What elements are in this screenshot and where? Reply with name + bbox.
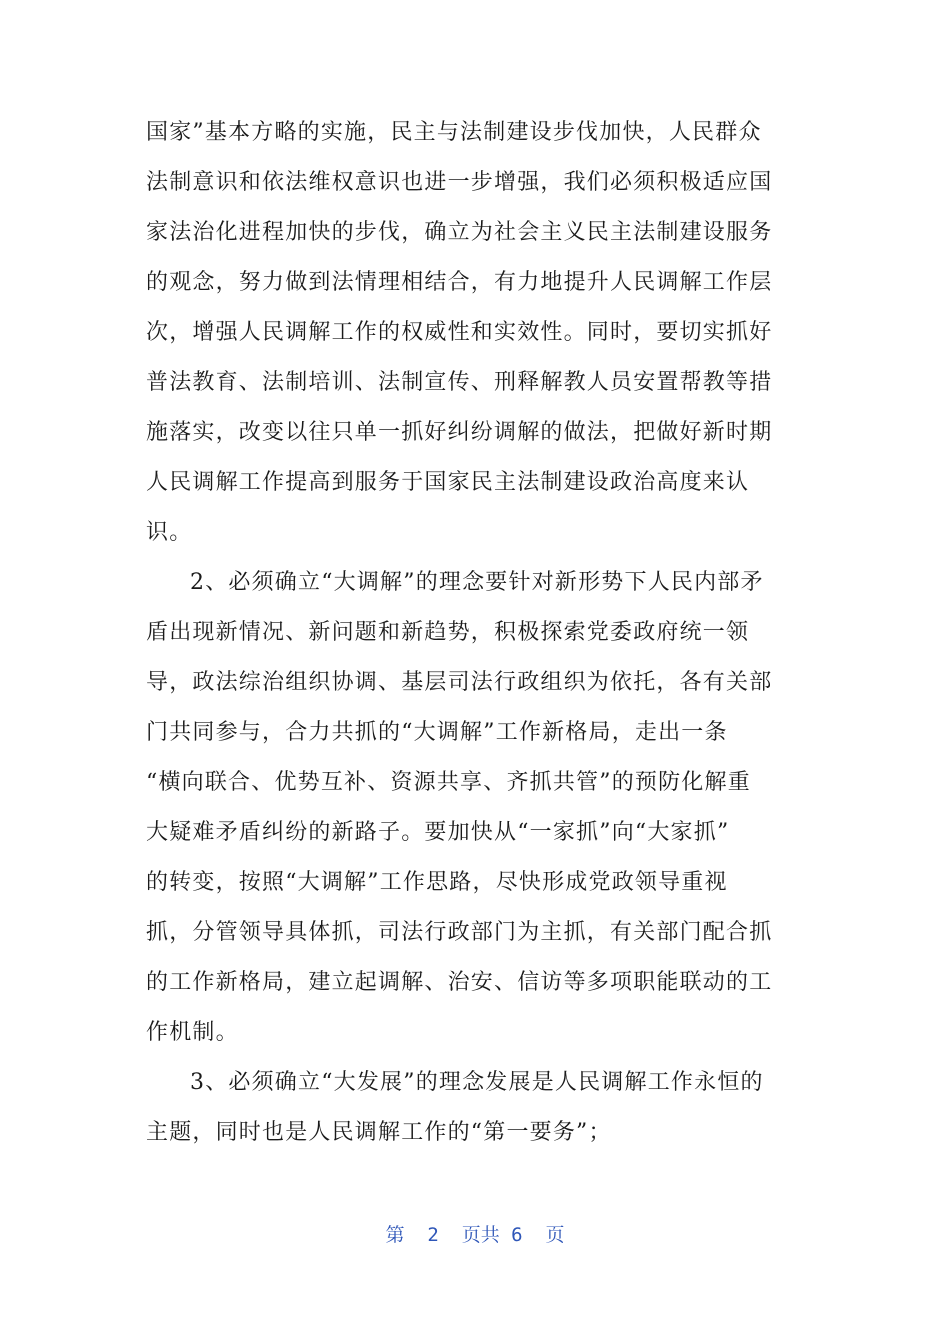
body-text-line: 人民调解工作提高到服务于国家民主法制建设政治高度来认 bbox=[146, 470, 750, 495]
body-text-line: 家法治化进程加快的步伐，确立为社会主义民主法制建设服务 bbox=[146, 220, 773, 245]
body-text-line: 盾出现新情况、新问题和新趋势，积极探索党委政府统一领 bbox=[146, 620, 750, 645]
body-text-line: 大疑难矛盾纠纷的新路子。要加快从“一家抓”向“大家抓” bbox=[146, 820, 730, 845]
body-text-line: 的观念，努力做到法情理相结合，有力地提升人民调解工作层 bbox=[146, 270, 773, 295]
body-text-line: 的工作新格局，建立起调解、治安、信访等多项职能联动的工 bbox=[146, 970, 773, 995]
body-text-line: 门共同参与，合力共抓的“大调解”工作新格局，走出一条 bbox=[146, 720, 728, 745]
body-text-line: “横向联合、优势互补、资源共享、齐抓共管”的预防化解重 bbox=[146, 770, 751, 795]
paragraph-start-line: 2、必须确立“大调解”的理念要针对新形势下人民内部矛 bbox=[190, 570, 764, 595]
body-text-line: 的转变，按照“大调解”工作思路，尽快形成党政领导重视 bbox=[146, 870, 728, 895]
body-text-line: 普法教育、法制培训、法制宣传、刑释解教人员安置帮教等措 bbox=[146, 370, 773, 395]
body-text-line: 主题，同时也是人民调解工作的“第一要务”； bbox=[146, 1120, 612, 1145]
page-number-footer: 第 2 页共 6 页 bbox=[385, 1224, 565, 1246]
body-text-line: 施落实，改变以往只单一抓好纠纷调解的做法，把做好新时期 bbox=[146, 420, 773, 445]
body-text-line: 导，政法综治组织协调、基层司法行政组织为依托，各有关部 bbox=[146, 670, 773, 695]
body-text-line: 抓，分管领导具体抓，司法行政部门为主抓，有关部门配合抓 bbox=[146, 920, 773, 945]
paragraph-start-line: 3、必须确立“大发展”的理念发展是人民调解工作永恒的 bbox=[190, 1070, 764, 1095]
body-text-line: 国家”基本方略的实施，民主与法制建设步伐加快，人民群众 bbox=[146, 120, 762, 145]
body-text-line: 识。 bbox=[146, 520, 193, 545]
body-text-line: 法制意识和依法维权意识也进一步增强，我们必须积极适应国 bbox=[146, 170, 773, 195]
body-text-line: 作机制。 bbox=[146, 1020, 239, 1045]
body-text-line: 次，增强人民调解工作的权威性和实效性。同时，要切实抓好 bbox=[146, 320, 773, 345]
